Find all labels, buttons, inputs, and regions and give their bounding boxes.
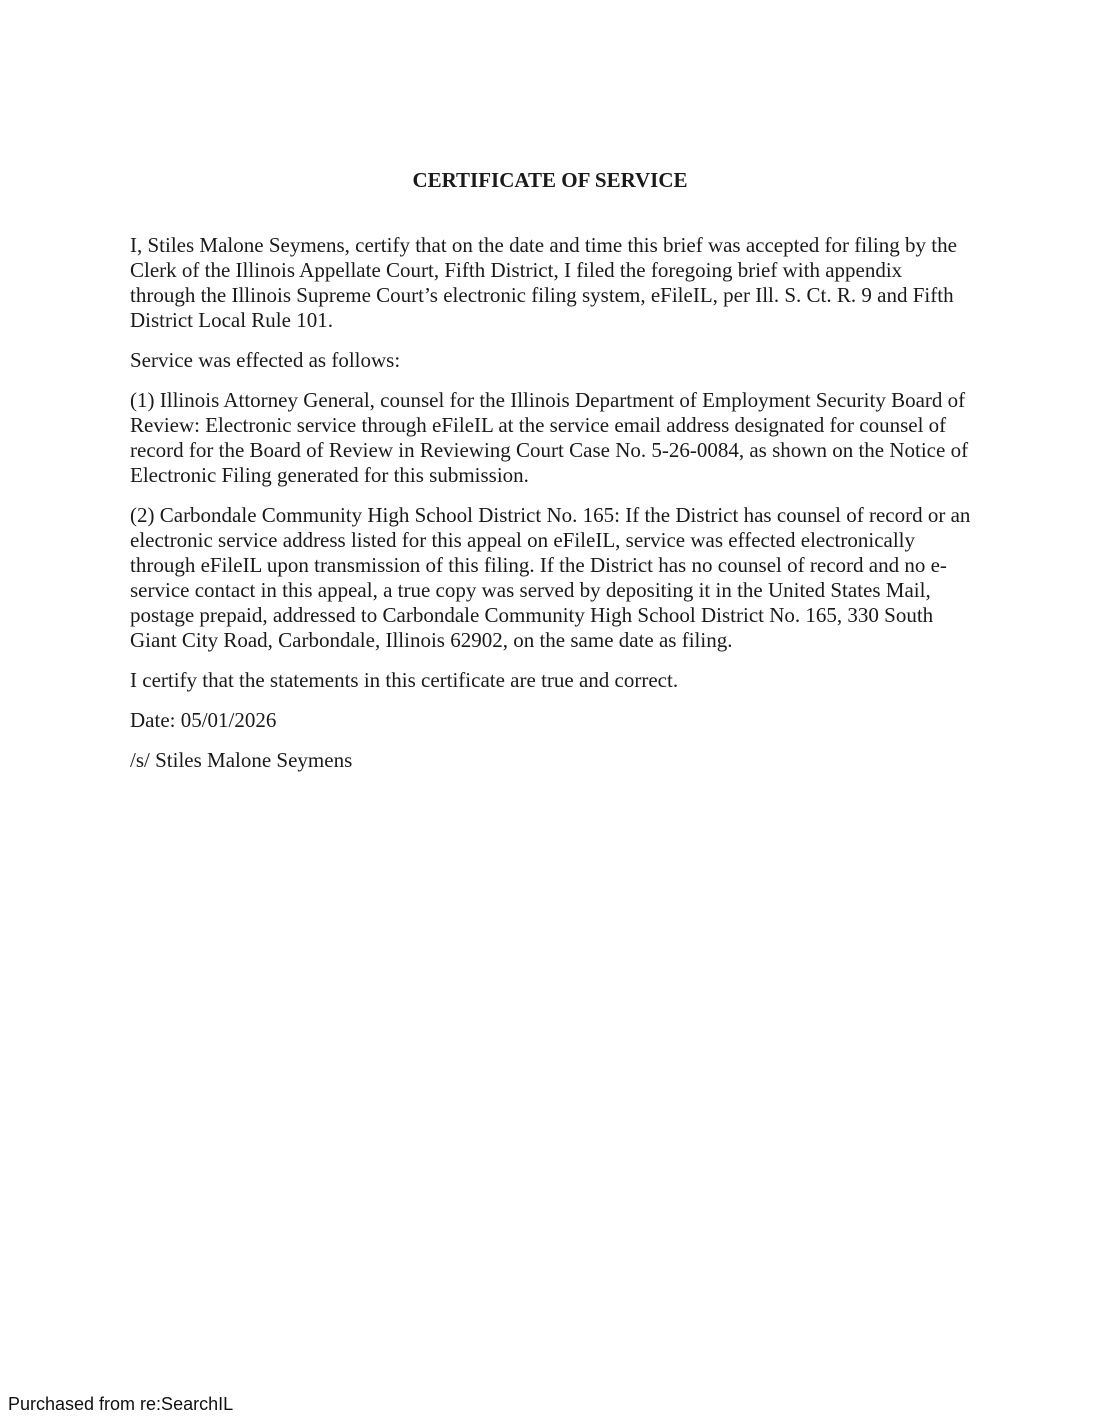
document-body bbox=[130, 233, 972, 788]
document-title: CERTIFICATE OF SERVICE bbox=[412, 168, 688, 192]
certification-paragraph: I, Stiles Malone Seymens, certify that on the date and time this brief was accepted for filing by the Clerk of the Illinois Appellate Court, Fifth District, I filed the foregoing brief with appendix through the Illinois Supreme Court’s electronic filing system, eFileIL, per Ill. S. Ct. R. 9 and Fifth District Local Rule 101. bbox=[130, 233, 957, 332]
service-item-school-district: (2) Carbondale Community High School District No. 165: If the District has counsel of record or an electronic service address listed for this appeal on eFileIL, service was effected electronically through eFileIL upon transmission of this filing. If the District has no counsel of record and no e-service contact in this appeal, a true copy was served by depositing it in the United States Mail, postage prepaid, addressed to Carbondale Community High School District No. 165, 330 South Giant City Road, Carbondale, Illinois 62902, on the same date as filing. bbox=[130, 503, 971, 652]
date-line: Date: 05/01/2026 bbox=[130, 708, 277, 732]
certification-statement: I certify that the statements in this certificate are true and correct. bbox=[130, 668, 679, 692]
service-intro: Service was effected as follows: bbox=[130, 348, 401, 372]
signature-line: /s/ Stiles Malone Seymens bbox=[130, 748, 353, 772]
purchase-footer: Purchased from re:SearchIL bbox=[8, 1394, 234, 1414]
service-item-attorney-general: (1) Illinois Attorney General, counsel for the Illinois Department of Employment Security Board of Review: Electronic service through eFileIL at the service email address designated for counsel of record for the Board of Review in Reviewing Court Case No. 5-26-0084, as shown on the Notice of Electronic Filing generated for this submission. bbox=[130, 388, 969, 487]
